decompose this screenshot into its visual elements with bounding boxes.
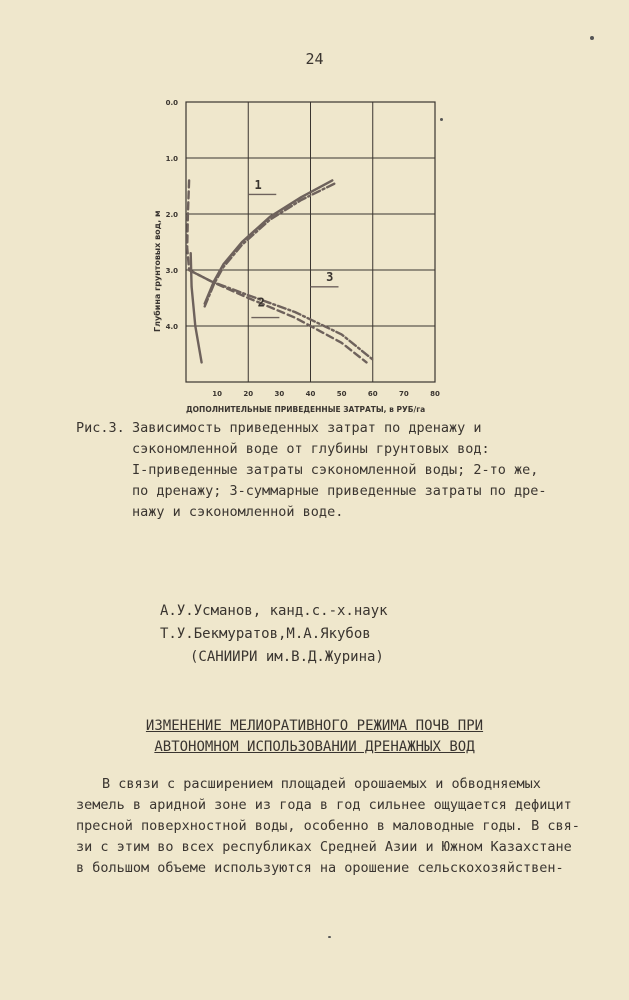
caption-label: Рис.3. — [76, 420, 125, 436]
paper-speck — [440, 118, 443, 121]
x-tick-label: 40 — [305, 390, 316, 398]
article-title — [0, 716, 629, 758]
caption-line: Зависимость приведенных затрат по дренажу и — [132, 420, 482, 436]
caption-line: I-приведенные затраты сэкономленной воды; 2-то же, — [132, 462, 539, 478]
body-line: в большом объеме используются на орошение сельскохозяйствен- — [76, 860, 564, 876]
curve-label-2: 2 — [257, 295, 265, 310]
curve-label-3: 3 — [326, 270, 334, 285]
x-tick-label: 10 — [212, 390, 222, 398]
body-line: зи с этим во всех республиках Средней Азии и Южном Казахстане — [76, 839, 572, 855]
x-axis-label: ДОПОЛНИТЕЛЬНЫЕ ПРИВЕДЕННЫЕ ЗАТРАТЫ, в РУБ/га — [186, 405, 426, 414]
x-axis-ticks — [212, 390, 440, 398]
y-tick-label: 4.0 — [165, 323, 178, 331]
body-line: В связи с расширением площадей орошаемых и обводняемых — [102, 776, 541, 792]
chart-grid — [186, 102, 435, 382]
authors-block — [160, 600, 388, 669]
caption-line: по дренажу; 3-суммарные приведенные затраты по дре- — [132, 483, 547, 499]
author-line-2: Т.У.Бекмуратов,М.А.Якубов — [160, 626, 371, 642]
body-line: пресной поверхностной воды, особенно в маловодные годы. В свя- — [76, 818, 580, 834]
paper-speck — [590, 36, 594, 40]
paper-speck — [328, 936, 331, 938]
curve-label-1: 1 — [254, 177, 262, 192]
x-tick-label: 50 — [336, 390, 347, 398]
x-tick-label: 30 — [274, 390, 285, 398]
body-line: земель в аридной зоне из года в год сильнее ощущается дефицит — [76, 797, 572, 813]
x-tick-label: 20 — [243, 390, 254, 398]
caption-line: нажу и сэкономленной воде. — [132, 504, 344, 520]
y-tick-label: 0.0 — [165, 99, 178, 107]
author-line-1: А.У.Усманов, канд.с.-х.наук — [160, 603, 388, 619]
depth-cost-chart — [150, 90, 450, 420]
body-paragraph — [76, 774, 596, 879]
y-axis-ticks — [166, 99, 179, 331]
x-tick-label: 70 — [399, 390, 409, 398]
chart-curves — [187, 177, 373, 362]
y-tick-label: 3.0 — [165, 267, 178, 275]
institution: (САНИИРИ им.В.Д.Журина) — [190, 649, 384, 665]
y-tick-label: 1.0 — [165, 155, 178, 163]
y-tick-label: 2.0 — [165, 211, 178, 219]
page-number: 24 — [305, 50, 324, 68]
curve-series-2 — [205, 183, 336, 306]
curve-series-3 — [187, 177, 366, 362]
x-tick-label: 60 — [367, 390, 378, 398]
y-axis-label: Глубина грунтовых вод, м — [153, 210, 162, 332]
curve-labels — [248, 178, 338, 318]
figure-caption — [76, 418, 576, 523]
title-line-1: ИЗМЕНЕНИЕ МЕЛИОРАТИВНОГО РЕЖИМА ПОЧВ ПРИ — [145, 718, 484, 734]
title-line-2: АВТОНОМНОМ ИСПОЛЬЗОВАНИИ ДРЕНАЖНЫХ ВОД — [154, 739, 475, 755]
x-tick-label: 80 — [430, 390, 440, 398]
caption-line: сэкономленной воде от глубины грунтовых вод: — [132, 441, 490, 457]
